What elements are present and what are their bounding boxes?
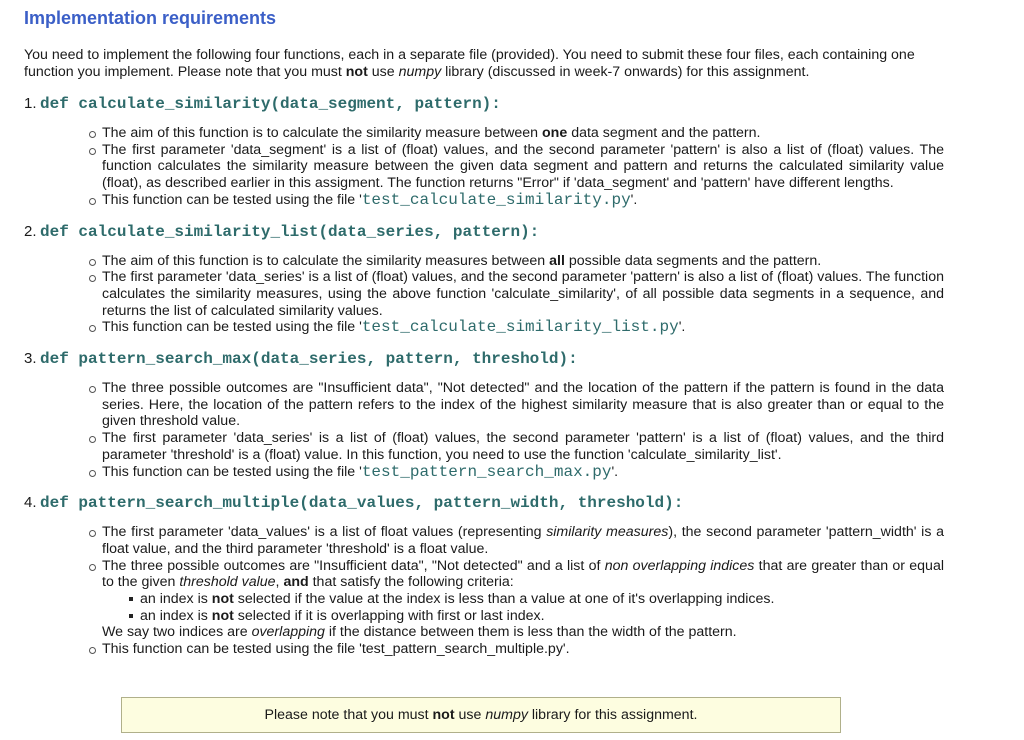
function-item-1 <box>24 95 944 113</box>
item-number: 4. <box>24 494 37 512</box>
item-number: 3. <box>24 350 37 368</box>
criteria-item: an index is not selected if the value at the index is less than a value at one of it's overlapping indices. <box>140 591 944 608</box>
list-item: This function can be tested using the file 'test_pattern_search_max.py'. <box>102 464 944 481</box>
function-signature: def pattern_search_multiple(data_values, pattern_width, threshold): <box>40 494 684 513</box>
list-item: The first parameter 'data_values' is a list of float values (representing similarity measures), the second parameter 'pattern_width' is a float value, and the third parameter 'threshold' is a float value. <box>102 524 945 557</box>
document <box>24 6 944 658</box>
intro-paragraph: You need to implement the following four functions, each in a separate file (provided). You need to submit these four files, each containing one function you implement. Please note that you must not use numpy library (discussed in week-7 onwards) for this assignment. <box>24 47 915 80</box>
note-box <box>121 697 841 733</box>
function-item-2 <box>24 223 944 241</box>
list-item: The first parameter 'data_segment' is a list of (float) values, and the second parameter 'pattern' is also a list of (float) values. The function calculates the similarity measure between the given data segment and pattern and returns the calculated similarity value (float), as described earlier in this assigment. The function returns "Error" if 'data_segment' and 'pattern' have different lengths. <box>102 141 944 192</box>
item-number: 1. <box>24 95 37 112</box>
list-item: The first parameter 'data_series' is a list of (float) values, the second parameter 'pattern' is a list of (float) values, and the third parameter 'threshold' is a (float) value. In this function, you need to use the function 'calculate_similarity_list'. <box>102 430 944 463</box>
function-4-details <box>24 524 944 658</box>
note-text: Please note that you must not use numpy library for this assignment. <box>264 707 698 723</box>
criteria-list <box>102 591 944 624</box>
function-item-3 <box>24 350 944 368</box>
function-item-4 <box>24 494 944 512</box>
list-item: The aim of this function is to calculate the similarity measures between all possible data segments and the pattern. <box>102 253 944 270</box>
list-item: The aim of this function is to calculate the similarity measure between one data segment and the pattern. <box>102 125 944 142</box>
criteria-item: an index is not selected if it is overlapping with first or last index. <box>140 608 944 625</box>
test-file-name: test_calculate_similarity.py <box>361 190 631 209</box>
list-item: The three possible outcomes are "Insufficient data", "Not detected" and a list of non overlapping indices that are greater than or equal to the given threshold value, and that satisfy the following criteria: an index is not selected if the value at the index is less than a value at one of it's overlapping indices. an index is not selected if it is overlapping with first or last index. <box>102 557 944 624</box>
function-signature: def pattern_search_max(data_series, pattern, threshold): <box>40 350 578 369</box>
test-file-name: test_pattern_search_max.py <box>361 462 612 481</box>
item-number: 2. <box>24 222 37 240</box>
list-item: The first parameter 'data_series' is a list of (float) values, and the second parameter 'pattern' is also a list of (float) values. The function calculates the similarity measures, using the above function 'calculate_similarity', of all possible data segments in a sequence, and returns the list of calculated similarity values. <box>102 269 944 319</box>
function-3-details <box>24 380 944 480</box>
page-title: Implementation requirements <box>24 8 277 28</box>
overlap-definition: We say two indices are overlapping if the distance between them is less than the width of the pattern. <box>102 624 737 641</box>
test-file-name: test_calculate_similarity_list.py <box>361 318 679 337</box>
list-item: This function can be tested using the file 'test_calculate_similarity.py'. <box>102 192 944 209</box>
function-signature: def calculate_similarity(data_segment, pattern): <box>40 95 501 113</box>
function-2-details <box>24 253 944 337</box>
list-item: This function can be tested using the file 'test_pattern_search_multiple.py'. <box>102 641 944 658</box>
function-1-details <box>24 125 944 209</box>
function-signature: def calculate_similarity_list(data_series, pattern): <box>40 222 540 241</box>
list-item: The three possible outcomes are "Insufficient data", "Not detected" and the location of the pattern if the pattern is found in the data series. Here, the location of the pattern refers to the index of the highest similarity measure that is also greater than or equal to the given threshold value. <box>102 380 944 430</box>
list-item: This function can be tested using the file 'test_calculate_similarity_list.py'. <box>102 319 944 336</box>
